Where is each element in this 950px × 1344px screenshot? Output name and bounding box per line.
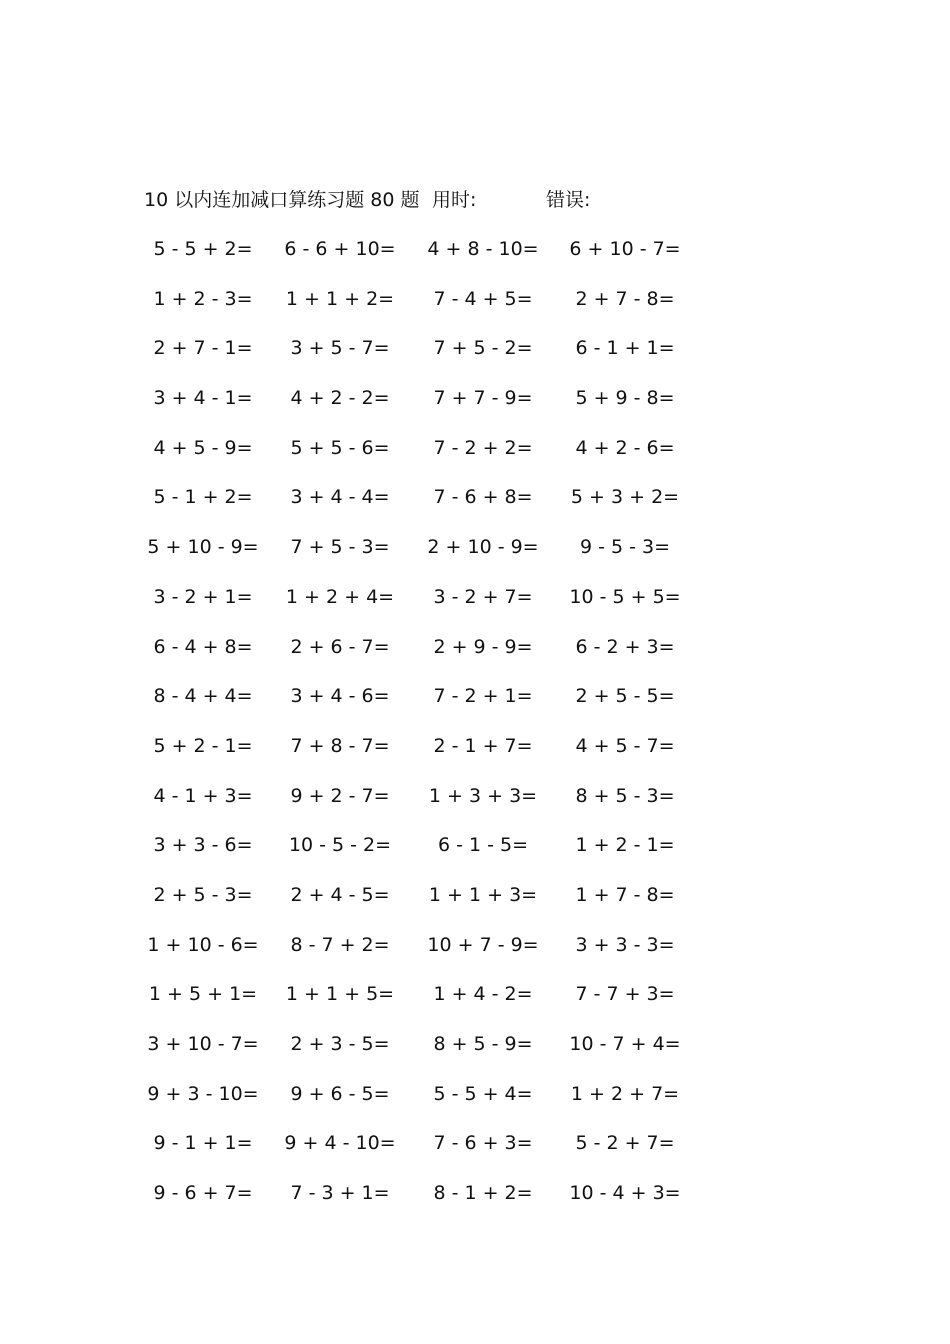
problem-item: 2 + 5 - 3=	[153, 883, 253, 906]
problem-row	[0, 633, 950, 683]
problem-item: 4 + 8 - 10=	[427, 238, 539, 260]
problem-row	[0, 782, 950, 832]
problem-item: 1 + 5 + 1=	[148, 983, 258, 1006]
problem-item: 1 + 2 - 1=	[575, 834, 675, 857]
time-spent-label: 用时:	[432, 189, 477, 211]
problem-item: 7 - 3 + 1=	[290, 1182, 390, 1205]
problem-item: 7 - 2 + 1=	[433, 685, 533, 708]
problem-row	[0, 732, 950, 782]
problem-item: 7 + 8 - 7=	[290, 734, 390, 757]
problem-item: 6 - 6 + 10=	[284, 238, 396, 260]
problem-item: 1 + 4 - 2=	[433, 983, 533, 1006]
problem-row	[0, 931, 950, 981]
problem-item: 5 + 10 - 9=	[147, 536, 259, 559]
problem-item: 2 + 7 - 8=	[575, 287, 675, 310]
problem-item: 2 + 9 - 9=	[433, 635, 533, 658]
problem-item: 3 + 4 - 4=	[290, 486, 390, 509]
problem-item: 7 - 6 + 3=	[433, 1132, 533, 1155]
problem-item: 7 - 7 + 3=	[575, 983, 675, 1006]
problem-item: 6 + 10 - 7=	[569, 238, 681, 260]
problem-item: 3 + 4 - 6=	[290, 685, 390, 708]
problem-item: 5 - 2 + 7=	[575, 1132, 675, 1155]
problem-item: 9 + 4 - 10=	[284, 1132, 396, 1155]
problem-item: 9 - 1 + 1=	[153, 1132, 253, 1155]
problem-item: 4 + 2 - 6=	[575, 436, 675, 459]
problem-item: 1 + 2 + 7=	[570, 1082, 680, 1105]
problem-item: 6 - 1 + 1=	[575, 337, 675, 360]
problem-row	[0, 483, 950, 533]
problem-item: 5 + 3 + 2=	[570, 486, 680, 509]
problem-row	[0, 881, 950, 931]
problem-row	[0, 682, 950, 732]
problem-row	[0, 334, 950, 384]
problem-item: 4 + 2 - 2=	[290, 387, 390, 410]
problem-item: 3 + 5 - 7=	[290, 337, 390, 360]
problem-row	[0, 1080, 950, 1130]
problem-item: 10 - 5 + 5=	[569, 585, 681, 608]
problem-item: 1 + 1 + 5=	[285, 983, 395, 1006]
problem-item: 10 - 4 + 3=	[569, 1182, 681, 1205]
problem-item: 7 + 7 - 9=	[433, 387, 533, 410]
problem-item: 10 - 5 - 2=	[288, 834, 392, 857]
problem-item: 8 - 4 + 4=	[153, 685, 253, 708]
problem-item: 5 + 5 - 6=	[290, 436, 390, 459]
problem-item: 5 - 5 + 2=	[153, 238, 253, 260]
problem-row	[0, 285, 950, 335]
problem-item: 2 + 10 - 9=	[427, 536, 539, 559]
problem-item: 2 + 5 - 5=	[575, 685, 675, 708]
problem-item: 4 - 1 + 3=	[153, 784, 253, 807]
problem-item: 5 + 9 - 8=	[575, 387, 675, 410]
problem-item: 3 + 10 - 7=	[147, 1033, 259, 1055]
problem-item: 1 + 3 + 3=	[428, 784, 538, 807]
problem-row	[0, 583, 950, 633]
problem-item: 6 - 4 + 8=	[153, 635, 253, 658]
problem-row	[0, 235, 950, 285]
problem-item: 3 + 3 - 6=	[153, 834, 253, 857]
problem-grid	[0, 235, 950, 1229]
problem-item: 7 - 2 + 2=	[433, 436, 533, 459]
problem-item: 5 + 2 - 1=	[153, 734, 253, 757]
problem-item: 8 + 5 - 9=	[433, 1033, 533, 1055]
problem-row	[0, 384, 950, 434]
problem-row	[0, 434, 950, 484]
problem-item: 8 + 5 - 3=	[575, 784, 675, 807]
problem-item: 4 + 5 - 7=	[575, 734, 675, 757]
problem-item: 3 - 2 + 7=	[433, 585, 533, 608]
problem-item: 1 + 7 - 8=	[575, 883, 675, 906]
problem-item: 5 - 1 + 2=	[153, 486, 253, 509]
problem-row	[0, 533, 950, 583]
problem-row	[0, 1179, 950, 1229]
problem-item: 9 + 3 - 10=	[147, 1082, 259, 1105]
problem-item: 1 + 2 + 4=	[285, 585, 395, 608]
problem-item: 2 - 1 + 7=	[433, 734, 533, 757]
problem-item: 7 + 5 - 3=	[290, 536, 390, 559]
problem-item: 7 - 6 + 8=	[433, 486, 533, 509]
problem-item: 7 + 5 - 2=	[433, 337, 533, 360]
problem-item: 8 - 7 + 2=	[290, 933, 390, 956]
problem-item: 2 + 6 - 7=	[290, 635, 390, 658]
problem-item: 1 + 2 - 3=	[153, 287, 253, 310]
problem-item: 9 - 6 + 7=	[153, 1182, 253, 1205]
error-count-label: 错误:	[546, 189, 591, 211]
problem-item: 1 + 1 + 3=	[428, 883, 538, 906]
problem-row	[0, 831, 950, 881]
problem-item: 6 - 1 - 5=	[437, 834, 529, 857]
problem-item: 3 + 4 - 1=	[153, 387, 253, 410]
problem-row	[0, 980, 950, 1030]
problem-item: 9 + 6 - 5=	[290, 1082, 390, 1105]
worksheet-title: 10 以内连加减口算练习题 80 题	[144, 189, 420, 211]
problem-item: 1 + 10 - 6=	[147, 933, 259, 956]
problem-item: 4 + 5 - 9=	[153, 436, 253, 459]
problem-item: 1 + 1 + 2=	[285, 287, 395, 310]
problem-item: 2 + 7 - 1=	[153, 337, 253, 360]
problem-item: 10 - 7 + 4=	[569, 1033, 681, 1055]
problem-row	[0, 1030, 950, 1080]
problem-item: 5 - 5 + 4=	[433, 1082, 533, 1105]
problem-item: 9 - 5 - 3=	[579, 536, 671, 559]
problem-item: 9 + 2 - 7=	[290, 784, 390, 807]
problem-item: 7 - 4 + 5=	[433, 287, 533, 310]
problem-item: 3 - 2 + 1=	[153, 585, 253, 608]
problem-item: 8 - 1 + 2=	[433, 1182, 533, 1205]
problem-item: 3 + 3 - 3=	[575, 933, 675, 956]
problem-item: 6 - 2 + 3=	[575, 635, 675, 658]
problem-row	[0, 1129, 950, 1179]
problem-item: 2 + 3 - 5=	[290, 1033, 390, 1055]
problem-item: 10 + 7 - 9=	[427, 933, 539, 956]
problem-item: 2 + 4 - 5=	[290, 883, 390, 906]
